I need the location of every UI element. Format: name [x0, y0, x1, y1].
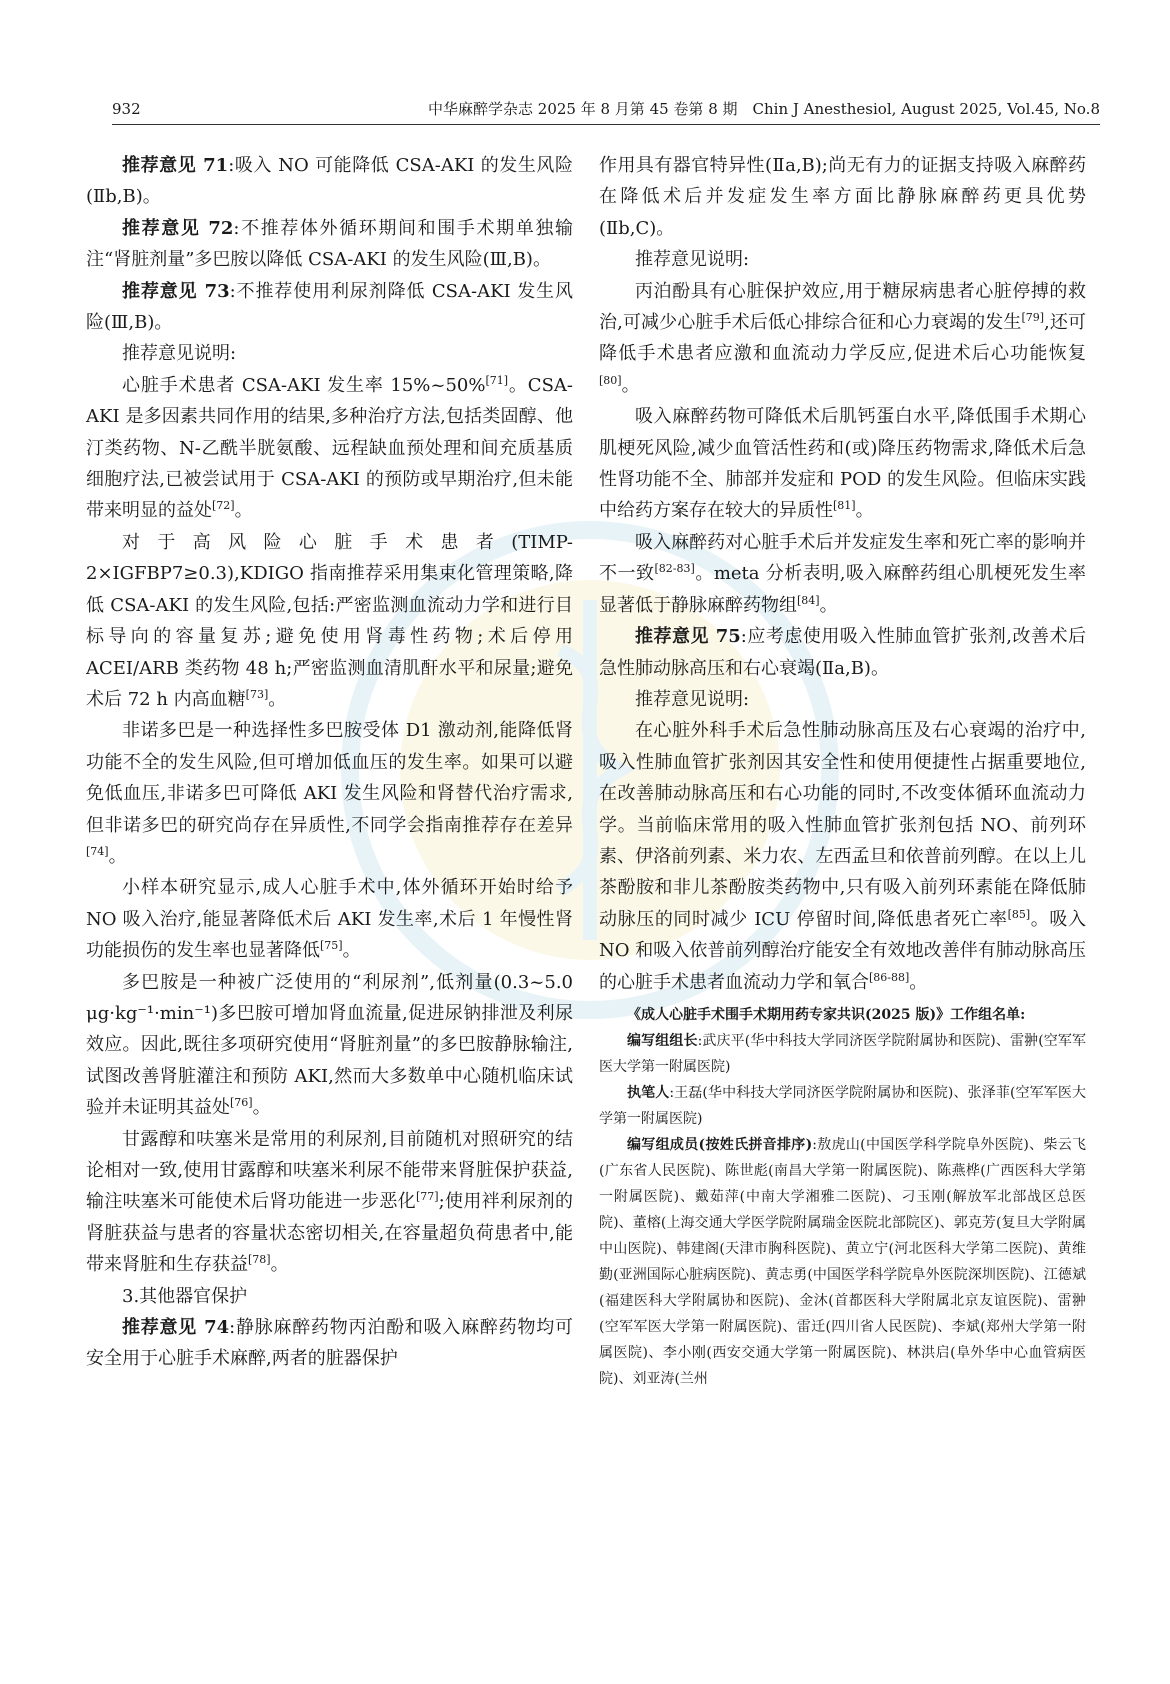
- right-column: [599, 150, 1086, 1392]
- work-group-writers: 执笔人:王磊(华中科技大学同济医学院附属协和医院)、张泽菲(空军军医大学第一附属医院): [599, 1084, 1086, 1127]
- recommendation-71: 推荐意见 71:吸入 NO 可能降低 CSA-AKI 的发生风险(Ⅱb,B)。: [86, 155, 573, 208]
- paragraph: 作用具有器官特异性(Ⅱa,B);尚无有力的证据支持吸入麻醉药在降低术后并发症发生率方面比静脉麻醉药更具优势(Ⅱb,C)。: [599, 155, 1086, 239]
- journal-running-title: 中华麻醉学杂志 2025 年 8 月第 45 卷第 8 期 Chin J Anesthesiol, August 2025, Vol.45, No.8: [428, 100, 1100, 118]
- recommendation-note-heading: 推荐意见说明:: [635, 688, 750, 710]
- left-column: [86, 150, 573, 1375]
- page-header: [112, 98, 1100, 125]
- section-heading: 3.其他器官保护: [122, 1285, 248, 1307]
- recommendation-note-heading: 推荐意见说明:: [122, 343, 237, 365]
- recommendation-75: 推荐意见 75:应考虑使用吸入性肺血管扩张剂,改善术后急性肺动脉高压和右心衰竭(Ⅱa,B)。: [599, 626, 1086, 679]
- paragraph: 丙泊酚具有心脏保护效应,用于糖尿病患者心脏停搏的救治,可减少心脏手术后低心排综合征和心力衰竭的发生[79],还可降低手术患者应激和血流动力学反应,促进术后心功能恢复[80]。: [599, 280, 1086, 396]
- page-number: 932: [112, 100, 141, 118]
- recommendation-74: 推荐意见 74:静脉麻醉药物丙泊酚和吸入麻醉药物均可安全用于心脏手术麻醉,两者的脏器保护: [86, 1317, 573, 1370]
- paragraph: 多巴胺是一种被广泛使用的“利尿剂”,低剂量(0.3~5.0 μg·kg⁻¹·min⁻¹)多巴胺可增加肾血流量,促进尿钠排泄及利尿效应。因此,既往多项研究使用“肾脏剂量”的多巴胺静脉输注,试图改善肾脏灌注和预防 AKI,然而大多数单中心随机临床试验并未证明其益处[76]。: [86, 971, 573, 1119]
- recommendation-72: 推荐意见 72:不推荐体外循环期间和围手术期单独输注“肾脏剂量”多巴胺以降低 CSA-AKI 的发生风险(Ⅲ,B)。: [86, 217, 573, 271]
- paragraph: 吸入麻醉药对心脏手术后并发症发生率和死亡率的影响并不一致[82-83]。meta 分析表明,吸入麻醉药组心肌梗死发生率显著低于静脉麻醉药物组[84]。: [599, 531, 1086, 616]
- paragraph: 非诺多巴是一种选择性多巴胺受体 D1 激动剂,能降低肾功能不全的发生风险,但可增加低血压的发生率。如果可以避免低血压,非诺多巴可降低 AKI 发生风险和肾替代治疗需求,但非诺多巴的研究尚存在异质性,不同学会指南推荐存在差异[74]。: [86, 720, 573, 867]
- work-group-leaders: 编写组组长:武庆平(华中科技大学同济医学院附属协和医院)、雷翀(空军军医大学第一附属医院): [599, 1032, 1086, 1075]
- work-group-members: 编写组成员(按姓氏拼音排序):敖虎山(中国医学科学院阜外医院)、柴云飞(广东省人民医院)、陈世彪(南昌大学第一附属医院)、陈燕桦(广西医科大学第一附属医院)、戴茹萍(中南大学湘雅二医院)、刁玉刚(解放军北部战区总医院)、董榕(上海交通大学医学院附属瑞金医院北部院区)、郭克芳(复旦大学附属中山医院)、韩建阁(天津市胸科医院)、黄立宁(河北医科大学第二医院)、黄维勤(亚洲国际心脏病医院)、黄志勇(中国医学科学院阜外医院深圳医院)、江德斌(福建医科大学附属协和医院)、金沐(首都医科大学附属北京友谊医院)、雷翀(空军军医大学第一附属医院)、雷迁(四川省人民医院)、李斌(郑州大学第一附属医院)、李小刚(西安交通大学第一附属医院)、林洪启(阜外华中心血管病医院)、刘亚涛(兰州: [599, 1136, 1087, 1387]
- recommendation-note-heading: 推荐意见说明:: [635, 249, 750, 271]
- paragraph: 甘露醇和呋塞米是常用的利尿剂,目前随机对照研究的结论相对一致,使用甘露醇和呋塞米利尿不能带来肾脏保护获益,输注呋塞米可能使术后肾功能进一步恶化[77];使用袢利尿剂的肾脏获益与患者的容量状态密切相关,在容量超负荷患者中,能带来肾脏和生存获益[78]。: [86, 1128, 573, 1276]
- paragraph: 吸入麻醉药物可降低术后肌钙蛋白水平,降低围手术期心肌梗死风险,减少血管活性药和(或)降压药物需求,降低术后急性肾功能不全、肺部并发症和 POD 的发生风险。但临床实践中给药方案存在较大的异质性[81]。: [599, 406, 1086, 522]
- paragraph: 对于高风险心脏手术患者(TIMP-2×IGFBP7≥0.3),KDIGO 指南推荐采用集束化管理策略,降低 CSA-AKI 的发生风险,包括:严密监测血流动力学和进行目标导向的容量复苏;避免使用肾毒性药物;术后停用 ACEI/ARB 类药物 48 h;严密监测血清肌酐水平和尿量;避免术后 72 h 内高血糖[73]。: [86, 531, 573, 710]
- work-group-list: [599, 1002, 1086, 1392]
- paragraph: 小样本研究显示,成人心脏手术中,体外循环开始时给予 NO 吸入治疗,能显著降低术后 AKI 发生率,术后 1 年慢性肾功能损伤的发生率也显著降低[75]。: [86, 877, 573, 962]
- recommendation-73: 推荐意见 73:不推荐使用利尿剂降低 CSA-AKI 发生风险(Ⅲ,B)。: [86, 280, 573, 334]
- paragraph: 在心脏外科手术后急性肺动脉高压及右心衰竭的治疗中,吸入性肺血管扩张剂因其安全性和使用便捷性占据重要地位,在改善肺动脉高压和右心功能的同时,不改变体循环血流动力学。当前临床常用的吸入性肺血管扩张剂包括 NO、前列环素、伊洛前列素、米力农、左西孟旦和依普前列醇。在以上儿茶酚胺和非儿茶酚胺类药物中,只有吸入前列环素能在降低肺动脉压的同时减少 ICU 停留时间,降低患者死亡率[85]。吸入 NO 和吸入依普前列醇治疗能安全有效地改善伴有肺动脉高压的心脏手术患者血流动力学和氧合[86-88]。: [599, 720, 1087, 993]
- work-group-title: 《成人心脏手术围手术期用药专家共识(2025 版)》工作组名单:: [627, 1006, 1026, 1023]
- paragraph: 心脏手术患者 CSA-AKI 发生率 15%~50%[71]。CSA-AKI 是多因素共同作用的结果,多种治疗方法,包括类固醇、他汀类药物、N-乙酰半胱氨酸、远程缺血预处理和间充质基质细胞疗法,已被尝试用于 CSA-AKI 的预防或早期治疗,但未能带来明显的益处[72]。: [86, 373, 573, 522]
